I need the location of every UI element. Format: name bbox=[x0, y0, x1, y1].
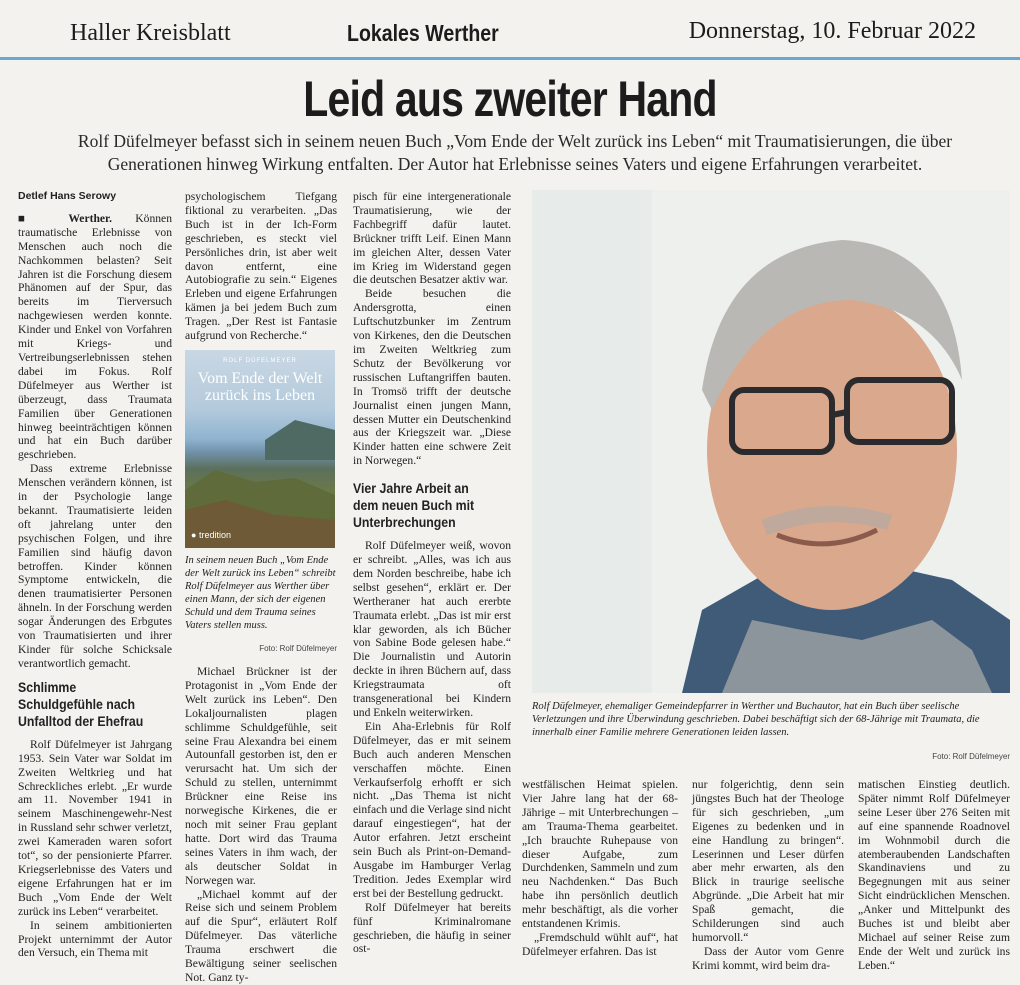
paragraph: nur folgerichtig, denn sein jüngstes Buch hat der Theologe für sich geschrieben, „um Eigenes zu bedenken und in eine Handlung zu bringen“. Leserinnen und Leser dürfen aber mehr erwarten, als den Blick in traurige seelische Abgründe. „Die Arbeit hat mir Spaß gemacht, die Schilderungen sind auch humorvoll.“ bbox=[692, 778, 844, 944]
paragraph: matischen Einstieg deutlich. Später nimmt Rolf Düfelmeyer seine Leser über 276 Seiten mit auf eine spannende Roadnovel im Wohnmobil durch die atemberaubenden Landschaften Skandinaviens und zu Begegnungen mit aus seiner Sicht eindrücklichen Menschen. „Anker und Mittelpunkt des Buches ist und bleibt aber Michael auf seiner Reise zum Ende der Welt und zurück ins Leben.“ bbox=[858, 778, 1010, 972]
paragraph: westfälischen Heimat spielen. Vier Jahre lang hat der 68-Jährige – mit Unterbrechungen – am Trauma-Thema gearbeitet. „Ich brauchte Ruhepause von dieser Aufgabe, zum Durchdenken, Sammeln und zum neu Nachdenken.“ Das Buch habe ihn persönlich deutlich mehr beschäftigt, als die vorher entstandenen Krimis. bbox=[522, 778, 678, 931]
headline: Leid aus zweiter Hand bbox=[303, 71, 717, 127]
photo-caption: Rolf Düfelmeyer, ehemaliger Gemeindepfarrer in Werther und Buchautor, hat ein Buch über seelische Verletzungen und ihre Überwindung geschrieben. Dabei beschäftigt sich der 68-Jährige mit Traumata, die innerhalb einer Familie mehrere Generationen leiden lassen. bbox=[532, 701, 980, 738]
dateline: ■ Werther. bbox=[18, 211, 113, 225]
paragraph: Dass extreme Erlebnisse Menschen verändern können, ist in der Psychologie lange bekannt. Traumatisierte leiden oft jahrelang unter den psychischen Folgen, und ihre Familien sind häufig davon betroffen. Kinder können Symptome entwickeln, die denen traumatisierter Personen ähneln. In der Forschung werden sogar Änderungen des Erbgutes von Traumatisierten und ihrer Kinder für solche Schicksale verantwortlich gemacht. bbox=[18, 462, 172, 670]
column-6 bbox=[858, 778, 1010, 973]
masthead-rule bbox=[0, 57, 1020, 60]
paragraph: Michael Brückner ist der Protagonist in „Vom Ende der Welt zurück ins Leben“. Den Lokaljournalisten plagen schlimme Schuldgefühle, seit seine Frau Alexandra bei einem Autounfall gestorben ist, den er verursacht hat. Um sich der Schuld zu stellen, unternimmt Brückner eine Reise ins norwegische Kirkenes, die er noch mit seiner Frau geplant hatte. Dort wird das Trauma seines Vaters in ihm wach, der als deutscher Soldat in Norwegen war. bbox=[185, 665, 337, 887]
newspaper-name: Haller Kreisblatt bbox=[70, 20, 231, 46]
book-photo-credit: Foto: Rolf Düfelmeyer bbox=[259, 644, 337, 653]
lead-paragraph: ■ Werther. Können traumatische Erlebnisse von Menschen auch noch die Nachkommen belasten? Seit Jahren ist die Forschung diesem Phänomen auf der Spur, das bereits im Tierversuch nachgewiesen werden konnte. Kinder und Enkel von Vorfahren mit Kriegs- und Vertreibungserlebnissen stehen dabei im Fokus. Rolf Düfelmeyer aus Werther ist überzeugt, dass Traumata Familien über Generationen hinweg beeinträchtigen können und hat ein Buch darüber geschrieben. bbox=[18, 211, 172, 462]
paragraph: psychologischem Tiefgang fiktional zu verarbeiten. „Das Buch ist in der Ich-Form geschrieben, es steckt viel Persönliches drin, ist aber weit davon entfernt, eine Autobiografie zu sein.“ Eigenes Erleben und eigene Erfahrungen kämen ja bei jedem Buch zum Tragen. „Der Rest ist Fantasie aufgrund von Recherche.“ bbox=[185, 190, 337, 343]
column-4 bbox=[522, 778, 678, 959]
paragraph: Rolf Düfelmeyer weiß, wovon er schreibt. „Alles, was ich aus dem Norden beschreibe, habe ich selbst gesehen“, erklärt er. Der Wertheraner hat auch ererbte Traumata erlebt. „Das ist mir erst klar geworden, als ich Bücher von Sabine Bode gelesen habe.“ Die Journalistin und Autorin deckte in ihren Büchern auf, dass Kriegstraumata oft transgenerational bei Kindern und Enkeln weiterwirken. bbox=[353, 539, 511, 719]
paragraph: Rolf Düfelmeyer hat bereits fünf Kriminalromane geschrieben, die häufig in seiner ost- bbox=[353, 900, 511, 956]
paragraph: Ein Aha-Erlebnis für Rolf Düfelmeyer, das er mit seinem Buch auch anderen Menschen verschaffen möchte. Einen Verkaufserfolg erhofft er sich nicht. „Das Thema ist nicht einfach und die Verlage sind nicht darauf eingestiegen“, hat der Autor erfahren. Jetzt erscheint sein Buch als Print-on-Demand-Ausgabe im Hamburger Verlag Tredition. Jedes Exemplar wird erst bei der Bestellung gedruckt. bbox=[353, 719, 511, 900]
book-cover-image bbox=[185, 350, 335, 548]
portrait-illustration bbox=[532, 190, 1010, 693]
column-3 bbox=[353, 190, 511, 956]
column-2-top bbox=[185, 190, 337, 343]
paragraph: In seinem ambitionierten Projekt unternimmt der Autor den Versuch, ein Thema mit bbox=[18, 918, 172, 960]
book-publisher: ● tredition bbox=[191, 530, 231, 540]
portrait-photo-credit: Foto: Rolf Düfelmeyer bbox=[932, 752, 1010, 761]
column-5 bbox=[692, 778, 844, 973]
paragraph: „Michael kommt auf der Reise sich und seinem Problem auf die Spur“, erläutert Rolf Düfelmeyer. Das väterliche Trauma erschwert die Bewältigung seiner seelischen Not. Ganz ty- bbox=[185, 887, 337, 984]
book-title: Vom Ende der Welt zurück ins Leben bbox=[197, 370, 323, 404]
column-1 bbox=[18, 190, 172, 960]
paragraph: Dass der Autor vom Genre Krimi kommt, wird beim dra- bbox=[692, 944, 844, 972]
issue-date: Donnerstag, 10. Februar 2022 bbox=[688, 18, 976, 44]
book-author: ROLF DÜFELMEYER bbox=[223, 358, 297, 364]
paragraph: pisch für eine intergenerationale Traumatisierung, wie der Fachbegriff dafür lautet. Brückner trifft Leif. Einen Mann im gleichen Alter, dessen Vater im Krieg im Widerstand gegen die deutschen Besatzer aktiv war. bbox=[353, 190, 511, 287]
deck: Rolf Düfelmeyer befasst sich in seinem neuen Buch „Vom Ende der Welt zurück ins Leben“ mit Traumatisierungen, die über Generationen hinweg Wirkung entfalten. Der Autor hat Erlebnisse seines Vaters und eigene Erfahrungen verarbeitet. bbox=[77, 131, 953, 174]
subhead-2: Vier Jahre Arbeit an dem neuen Buch mit Unterbrechungen bbox=[353, 480, 475, 531]
masthead bbox=[0, 14, 1020, 56]
byline: Detlef Hans Serowy bbox=[18, 190, 117, 202]
landscape-illustration bbox=[185, 400, 335, 548]
column-2-bottom bbox=[185, 665, 337, 985]
paragraph: „Fremdschuld wühlt auf“, hat Düfelmeyer erfahren. Das ist bbox=[522, 930, 678, 958]
paragraph: Beide besuchen die Andersgrotta, einen Luftschutzbunker im Zentrum von Kirkenes, den die Deutschen im Zweiten Weltkrieg zum Schutz der Bevölkerung vor russischen Luftangriffen bauten. In Tromsö trifft der deutsche Journalist einen jungen Mann, dessen Mutter ein Deutschenkind aus der Kriegszeit war. „Diese Kinder hatten eine schwere Zeit in Norwegen.“ bbox=[353, 287, 511, 468]
publisher-logo-icon: ● bbox=[191, 530, 197, 540]
author-portrait-photo bbox=[532, 190, 1010, 693]
section-name: Lokales Werther bbox=[347, 20, 499, 46]
book-caption: In seinem neuen Buch „Vom Ende der Welt zurück ins Leben“ schreibt Rolf Düfelmeyer aus Werther über einen Mann, der sich der eigenen Schuld und dem Trauma seines Vaters stellen muss. bbox=[185, 555, 336, 631]
subhead-1: Schlimme Schuldgefühle nach Unfalltod der Ehefrau bbox=[18, 678, 144, 729]
paragraph: Rolf Düfelmeyer ist Jahrgang 1953. Sein Vater war Soldat im Zweiten Weltkrieg und hat Schreckliches erlebt. „Er wurde am 11. November 1941 in seinem Maschinengewehr-Nest in Russland sehr schwer verletzt, zwei Kameraden waren sofort tot“, so der pensionierte Pfarrer. Kriegserlebnisse des Vaters und eigene Erfahrungen hat er im Buch „Vom Ende der Welt zurück ins Leben“ verarbeitet. bbox=[18, 737, 172, 918]
